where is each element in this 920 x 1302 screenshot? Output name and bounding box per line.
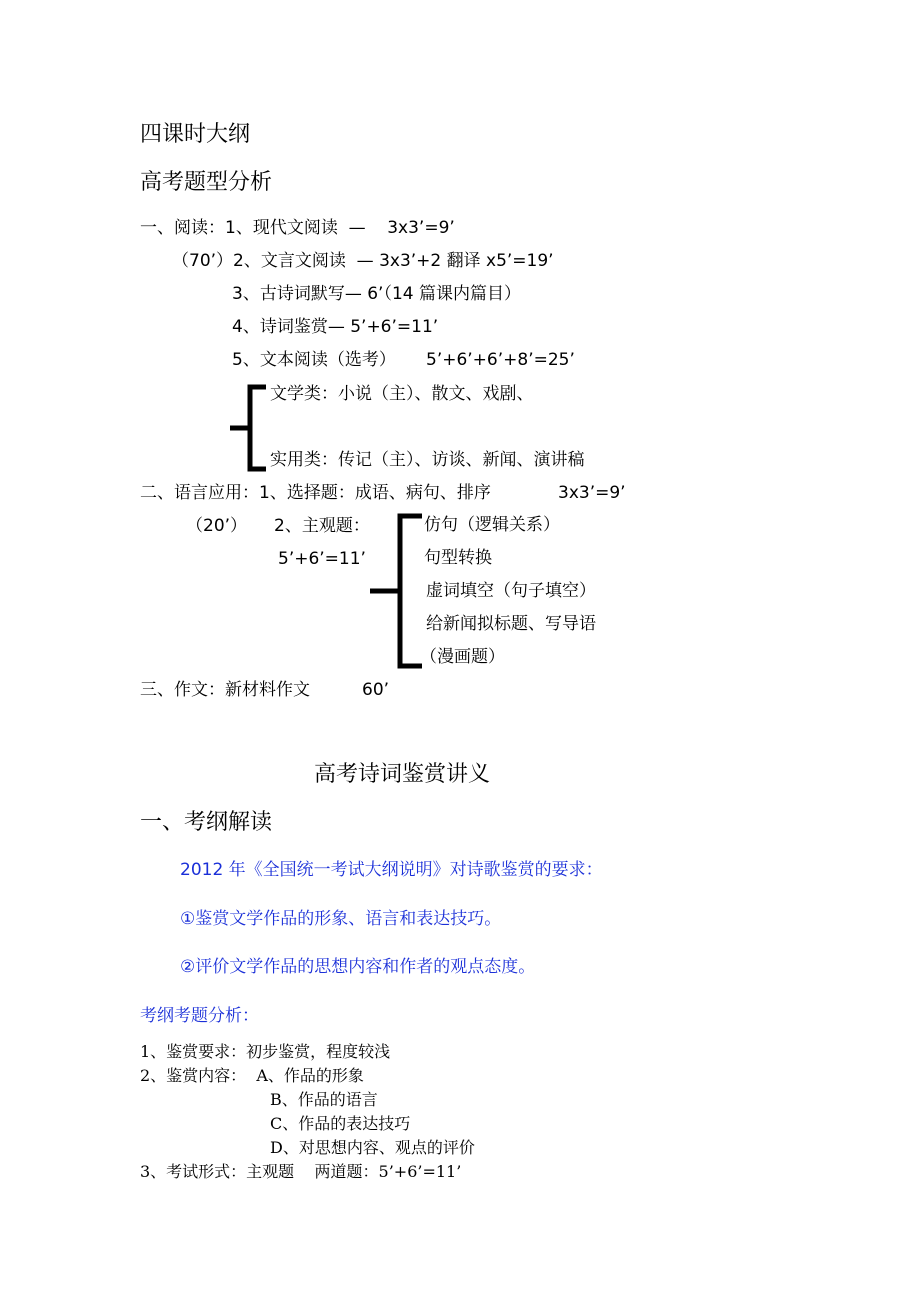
- subjective-item: 句型转换: [424, 548, 492, 568]
- outline-title: 四课时大纲: [140, 122, 251, 147]
- analysis-point-2c: C、作品的表达技巧: [270, 1114, 411, 1133]
- lecture-title: 高考诗词鉴赏讲义: [314, 762, 491, 787]
- analysis-point-2: 2、鉴赏内容： A、作品的形象: [140, 1066, 364, 1085]
- subjective-score: 5’+6’=11’: [278, 549, 366, 569]
- subjective-item: 仿句（逻辑关系）: [424, 515, 560, 535]
- section-heading: 一、考纲解读: [140, 810, 273, 835]
- subjective-item: （漫画题）: [420, 647, 505, 667]
- writing-line: 三、作文：新材料作文: [140, 680, 310, 700]
- language-line-1-score: 3x3’=9’: [558, 483, 626, 503]
- reading-line-5: 5、文本阅读（选考）: [232, 350, 396, 370]
- language-line-1: 二、语言应用：1、选择题：成语、病句、排序: [140, 483, 491, 503]
- analysis-point-3: 3、考试形式：主观题 两道题：5’+6’=11’: [140, 1162, 462, 1181]
- question-type-heading: 高考题型分析: [140, 170, 273, 195]
- reading-line-1: 一、阅读：1、现代文阅读 — 3x3’=9’: [140, 218, 455, 238]
- requirement-2: ②评价文学作品的思想内容和作者的观点态度。: [180, 957, 536, 977]
- requirement-1: ①鉴赏文学作品的形象、语言和表达技巧。: [180, 909, 502, 929]
- subjective-item: 虚词填空（句子填空）: [426, 581, 596, 601]
- subjective-question: 2、主观题：: [274, 516, 370, 536]
- reading-line-4: 4、诗词鉴赏— 5’+6’=11’: [232, 317, 439, 337]
- reading-line-2: （70’）2、文言文阅读 — 3x3’+2 翻译 x5’=19’: [172, 251, 554, 271]
- language-score: （20’）: [186, 516, 248, 536]
- reading-line-3: 3、古诗词默写— 6’（14 篇课内篇目）: [232, 284, 521, 304]
- practical-category: 实用类：传记（主）、访谈、新闻、演讲稿: [270, 450, 585, 470]
- subjective-item: 给新闻拟标题、写导语: [426, 614, 596, 634]
- writing-score: 60’: [362, 680, 390, 700]
- analysis-point-2d: D、对思想内容、观点的评价: [270, 1138, 475, 1157]
- text-reading-bracket: [226, 382, 270, 474]
- analysis-point-2b: B、作品的语言: [270, 1090, 378, 1109]
- subjective-bracket: [366, 511, 426, 671]
- literary-category: 文学类：小说（主）、散文、戏剧、: [270, 384, 534, 404]
- analysis-heading: 考纲考题分析：: [140, 1006, 259, 1026]
- syllabus-intro: 2012 年《全国统一考试大纲说明》对诗歌鉴赏的要求：: [180, 860, 603, 880]
- analysis-point-1: 1、鉴赏要求：初步鉴赏，程度较浅: [140, 1042, 391, 1061]
- reading-line-5-score: 5’+6’+6’+8’=25’: [426, 350, 575, 370]
